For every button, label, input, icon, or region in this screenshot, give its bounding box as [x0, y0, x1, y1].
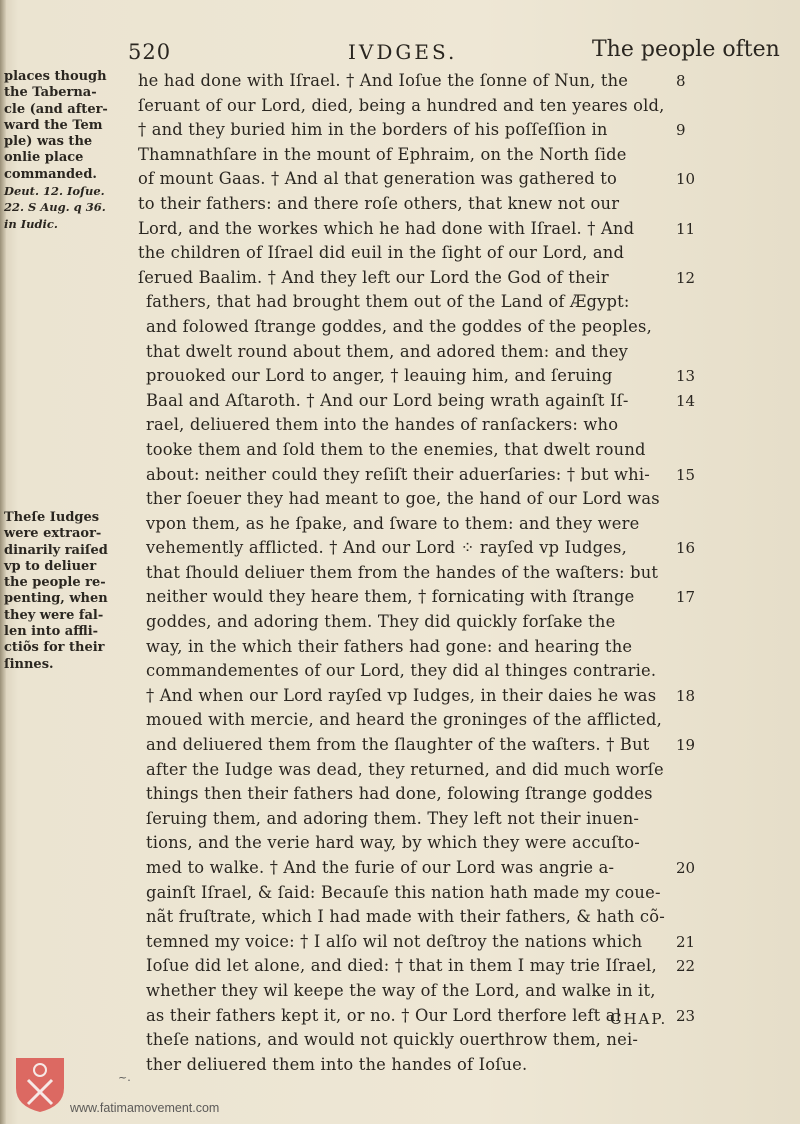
- margin-note-line: vp to deliuer: [4, 558, 97, 574]
- text-line-content: after the Iudge was dead, they returned, and did much worſe: [146, 759, 664, 779]
- text-line: [0, 266, 800, 291]
- text-line-content: nãt fruſtrate, which I had made with their fathers, & hath cõ-: [146, 907, 665, 927]
- text-line-content: he had done with Iſrael. † And Ioſue the ſonne of Nun, the: [138, 71, 629, 90]
- text-line-content: whether they wil keepe the way of the Lord, and walke in it,: [146, 980, 656, 1000]
- text-line-content: rael, deliuered them into the handes of ranſackers: who: [146, 415, 619, 435]
- margin-note-line: commanded.: [4, 166, 97, 182]
- text-line-content: vpon them, as he ſpake, and ſware to them: and they were: [146, 513, 640, 533]
- page-header: [0, 37, 800, 70]
- papal-keys-emblem-icon: [12, 1054, 68, 1114]
- text-line: [0, 241, 800, 266]
- verse-number: 18: [676, 686, 696, 705]
- verse-number: 16: [676, 539, 696, 558]
- text-line-content: and deliuered them from the ſlaughter of the waſters. † But: [146, 735, 650, 755]
- text-line-content: med to walke. † And the furie of our Lord was angrie a-: [146, 858, 615, 877]
- text-line-content: about: neither could they reſiſt their aduerſaries: † but whi-: [146, 464, 650, 484]
- text-line-content: tions, and the verie hard way, by which they were accuſto-: [146, 833, 640, 853]
- verse-number: 22: [676, 957, 696, 976]
- text-line-content: ſeruing them, and adoring them. They left not their inuen-: [146, 808, 640, 828]
- text-line: [0, 118, 800, 143]
- text-line: [0, 192, 800, 217]
- text-line: [0, 315, 800, 340]
- margin-note-reference: in Iudic.: [4, 216, 58, 231]
- margin-note-line: onlie place: [4, 150, 84, 166]
- text-line-content: goddes, and adoring them. They did quickly forſake the: [146, 612, 616, 632]
- verse-number: 13: [676, 367, 696, 386]
- text-line: [0, 340, 800, 365]
- text-line-content: as their fathers kept it, or no. † Our Lord therfore left al: [146, 1005, 622, 1025]
- text-line-content: to their fathers: and there roſe others, that knew not our: [138, 193, 620, 213]
- margin-note-reference: Deut. 12. Ioſue.: [4, 184, 105, 199]
- text-line: [0, 69, 800, 94]
- running-title: IVDGES.: [348, 40, 458, 64]
- text-line: [0, 733, 800, 758]
- margin-note-line: len into affli-: [4, 624, 99, 640]
- text-line-content: † and they buried him in the borders of his poſſeſſion in: [138, 120, 608, 140]
- text-line: [0, 607, 800, 635]
- text-line: [0, 463, 800, 488]
- verse-number: 21: [676, 932, 696, 951]
- verse-number: 11: [676, 219, 696, 238]
- verse-number: 9: [676, 121, 686, 140]
- text-line-content: fathers, that had brought them out of the Land of Ægypt:: [146, 292, 630, 312]
- margin-note-line: they were fal-: [4, 607, 104, 623]
- text-line: [0, 585, 800, 610]
- text-line-content: commandementes of our Lord, they did al thinges contrarie.: [146, 661, 657, 681]
- text-line: [0, 856, 800, 881]
- text-line-content: tooke them and ſold them to the enemies, that dwelt round: [146, 439, 646, 459]
- page-number: 520: [128, 40, 172, 64]
- margin-note-reference: 22. S Aug. q 36.: [4, 200, 106, 215]
- text-line: [0, 143, 800, 168]
- text-line-content: that dwelt round about them, and adored them: and they: [146, 341, 629, 361]
- verse-number: 12: [676, 268, 696, 287]
- text-line: [0, 536, 800, 561]
- watermark-url[interactable]: www.fatimamovement.com: [70, 1101, 220, 1115]
- text-line-content: Baal and Aſtaroth. † And our Lord being wrath againſt Iſ-: [146, 390, 629, 410]
- text-line: [0, 487, 800, 512]
- margin-note-line: cle (and after-: [4, 101, 108, 117]
- running-head: The people often: [592, 37, 780, 62]
- text-line-content: ſerued Baalim. † And they left our Lord the God of their: [138, 267, 609, 287]
- text-line: [0, 881, 800, 906]
- text-line: [0, 438, 800, 463]
- text-line: [0, 413, 800, 438]
- text-line: [0, 905, 800, 930]
- text-line-content: and folowed ſtrange goddes, and the goddes of the peoples,: [146, 316, 652, 336]
- text-line-content: Lord, and the workes which he had done with Iſrael. † And: [138, 218, 635, 238]
- text-line-content: ther ſoeuer they had meant to goe, the hand of our Lord was: [146, 489, 660, 509]
- text-line: [0, 807, 800, 832]
- margin-note-line: were extraor-: [4, 526, 102, 542]
- text-line: [0, 635, 800, 660]
- text-line-content: Thamnathſare in the mount of Ephraim, on the North ſide: [138, 144, 627, 164]
- text-line-content: that ſhould deliuer them from the handes of the waſters: but: [146, 562, 659, 582]
- text-line-content: vehemently afflicted. † And our Lord ⁘ rayſed vp Iudges,: [146, 538, 627, 558]
- text-line: [0, 954, 800, 979]
- verse-number: 15: [676, 465, 696, 484]
- text-line-content: of mount Gaas. † And al that generation was gathered to: [138, 169, 617, 189]
- margin-note-line: ward the Tem: [4, 117, 103, 133]
- text-line: [0, 782, 800, 807]
- margin-note-line: Theſe Iudges: [4, 510, 100, 525]
- text-line-content: theſe nations, and would not quickly ouerthrow them, nei-: [146, 1030, 639, 1050]
- text-line: [0, 94, 800, 119]
- margin-note-line: ſinnes.: [4, 656, 54, 672]
- body-text: [0, 69, 800, 1077]
- verse-number: 19: [676, 736, 696, 755]
- text-line-content: Ioſue did let alone, and died: † that in them I may trie Iſrael,: [146, 956, 657, 976]
- margin-note-line: penting, when: [4, 591, 108, 607]
- text-line-content: ther deliuered them into the handes of Ioſue.: [146, 1054, 528, 1074]
- verse-number: 14: [676, 391, 696, 410]
- verse-number: 23: [676, 1006, 696, 1025]
- verse-number: 17: [676, 588, 696, 607]
- text-line: [0, 364, 800, 389]
- margin-note-line: ple) was the: [4, 134, 93, 150]
- text-line: [0, 930, 800, 955]
- text-line: [0, 1028, 800, 1053]
- text-line-content: † And when our Lord rayſed vp Iudges, in their daies he was: [146, 685, 657, 705]
- text-line: [0, 1004, 800, 1029]
- verse-number: 10: [676, 170, 696, 189]
- margin-note-line: the Taberna-: [4, 85, 97, 101]
- text-line: [0, 290, 800, 315]
- text-line: [0, 389, 800, 414]
- text-line-content: way, in the which their fathers had gone: and hearing the: [146, 636, 633, 656]
- text-line-content: things then their fathers had done, folowing ſtrange goddes: [146, 784, 653, 804]
- text-line-content: temned my voice: † I alſo wil not deſtroy the nations which: [146, 931, 643, 951]
- text-line: [0, 979, 800, 1004]
- text-line-content: neither would they heare them, † fornicating with ſtrange: [146, 587, 635, 607]
- text-line: [0, 656, 800, 684]
- text-line: [0, 217, 800, 242]
- text-line-content: moued with mercie, and heard the groninges of the afflicted,: [146, 710, 662, 730]
- margin-note-line: the people re-: [4, 575, 106, 591]
- verse-number: 20: [676, 859, 696, 877]
- margin-note-line: dinarily raiſed: [4, 542, 108, 558]
- verse-number: 8: [676, 72, 686, 90]
- text-line: [0, 831, 800, 856]
- text-line-content: the children of Iſrael did euil in the ſight of our Lord, and: [138, 243, 625, 263]
- margin-note-line: ctiõs for their: [4, 640, 105, 656]
- margin-note-line: places though: [4, 69, 107, 84]
- ink-smudge: ~.: [118, 1071, 131, 1084]
- text-line-content: gainſt Iſrael, & ſaid: Becauſe this nation hath made my coue-: [146, 882, 661, 902]
- text-line: [0, 684, 800, 709]
- text-line: [0, 512, 800, 537]
- text-line: [0, 708, 800, 733]
- text-line: [0, 167, 800, 192]
- text-line-content: ſeruant of our Lord, died, being a hundred and ten yeares old,: [138, 95, 665, 115]
- text-line-content: prouoked our Lord to anger, † leauing him, and ſeruing: [146, 366, 613, 386]
- text-line: [0, 558, 800, 586]
- text-line: [0, 758, 800, 783]
- catchword: CHAP.: [610, 1010, 668, 1028]
